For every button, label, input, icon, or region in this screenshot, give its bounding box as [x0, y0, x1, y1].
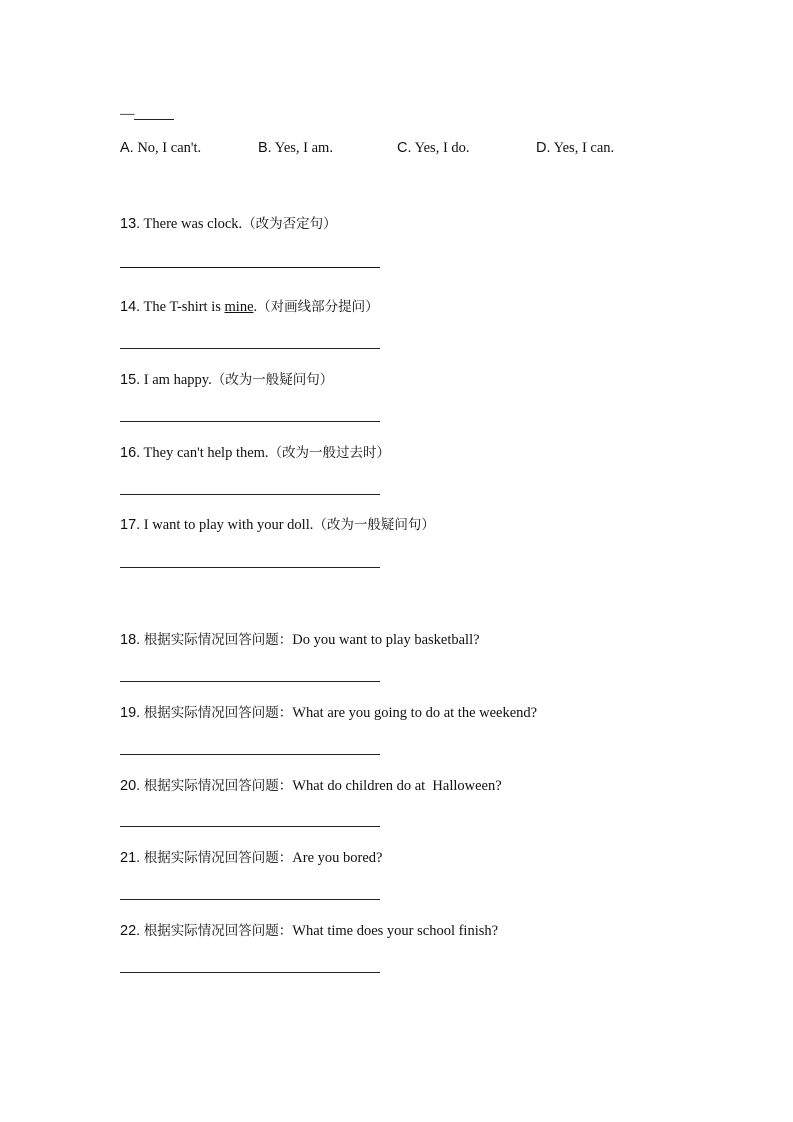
option-letter: C. [397, 140, 412, 156]
question-13 [120, 212, 337, 233]
question-15 [120, 368, 333, 389]
question-instruction: 根据实际情况回答问题： [143, 632, 293, 648]
question-text: What do children do at Halloween? [292, 778, 502, 794]
question-17 [120, 513, 435, 534]
question-number: 15. [120, 372, 141, 388]
question-instruction: （改为一般疑问句） [211, 372, 334, 388]
question-text: I am happy. [143, 372, 212, 388]
answer-blank-17[interactable] [120, 567, 380, 568]
question-number: 22. [120, 923, 141, 939]
question-21 [120, 846, 382, 867]
option-letter: A. [120, 140, 134, 156]
question-14 [120, 295, 379, 316]
answer-blank-14[interactable] [120, 348, 380, 349]
question-text: They can't help them. [143, 445, 269, 461]
option-letter: B. [258, 140, 272, 156]
question-number: 16. [120, 445, 141, 461]
answer-blank-16[interactable] [120, 494, 380, 495]
question-text: I want to play with your doll. [143, 517, 314, 533]
answer-blank-22[interactable] [120, 972, 380, 973]
option-a [120, 140, 201, 157]
question-number: 13. [120, 216, 141, 232]
answer-blank-18[interactable] [120, 681, 380, 682]
option-letter: D. [536, 140, 551, 156]
question-instruction: 根据实际情况回答问题： [143, 778, 293, 794]
underlined-word: mine [224, 299, 254, 315]
option-text: Yes, I am. [274, 140, 333, 156]
question-19 [120, 701, 537, 722]
answer-dash: — [120, 106, 135, 122]
question-number: 17. [120, 517, 141, 533]
question-text: Do you want to play basketball? [292, 632, 480, 648]
question-text: There was clock. [143, 216, 243, 232]
question-instruction: （改为一般过去时） [268, 445, 391, 461]
question-instruction: 根据实际情况回答问题： [143, 850, 293, 866]
answer-blank-20[interactable] [120, 826, 380, 827]
question-instruction: （对画线部分提问） [257, 299, 379, 315]
question-number: 19. [120, 705, 141, 721]
option-d [536, 140, 614, 157]
question-number: 18. [120, 632, 141, 648]
answer-blank-19[interactable] [120, 754, 380, 755]
answer-blank-21[interactable] [120, 899, 380, 900]
answer-blank-15[interactable] [120, 421, 380, 422]
option-b [258, 140, 333, 157]
option-text: Yes, I do. [414, 140, 470, 156]
question-text: Are you bored? [292, 850, 383, 866]
question-number: 20. [120, 778, 141, 794]
previous-answer-line [120, 106, 135, 123]
question-20 [120, 774, 502, 795]
question-16 [120, 441, 390, 462]
question-number: 21. [120, 850, 141, 866]
previous-answer-blank[interactable] [134, 119, 174, 120]
question-text-post: . [253, 299, 258, 315]
question-number: 14. [120, 299, 141, 315]
question-instruction: （改为否定句） [242, 216, 337, 232]
question-instruction: （改为一般疑问句） [313, 517, 435, 533]
option-c [397, 140, 470, 157]
question-22 [120, 919, 498, 940]
question-instruction: 根据实际情况回答问题： [143, 705, 293, 721]
question-text-pre: The T-shirt is [143, 299, 225, 315]
question-instruction: 根据实际情况回答问题： [143, 923, 293, 939]
option-text: No, I can't. [137, 140, 202, 156]
answer-blank-13[interactable] [120, 267, 380, 268]
question-18 [120, 628, 480, 649]
question-text: What time does your school finish? [292, 923, 499, 939]
option-text: Yes, I can. [553, 140, 615, 156]
question-text: What are you going to do at the weekend? [292, 705, 538, 721]
